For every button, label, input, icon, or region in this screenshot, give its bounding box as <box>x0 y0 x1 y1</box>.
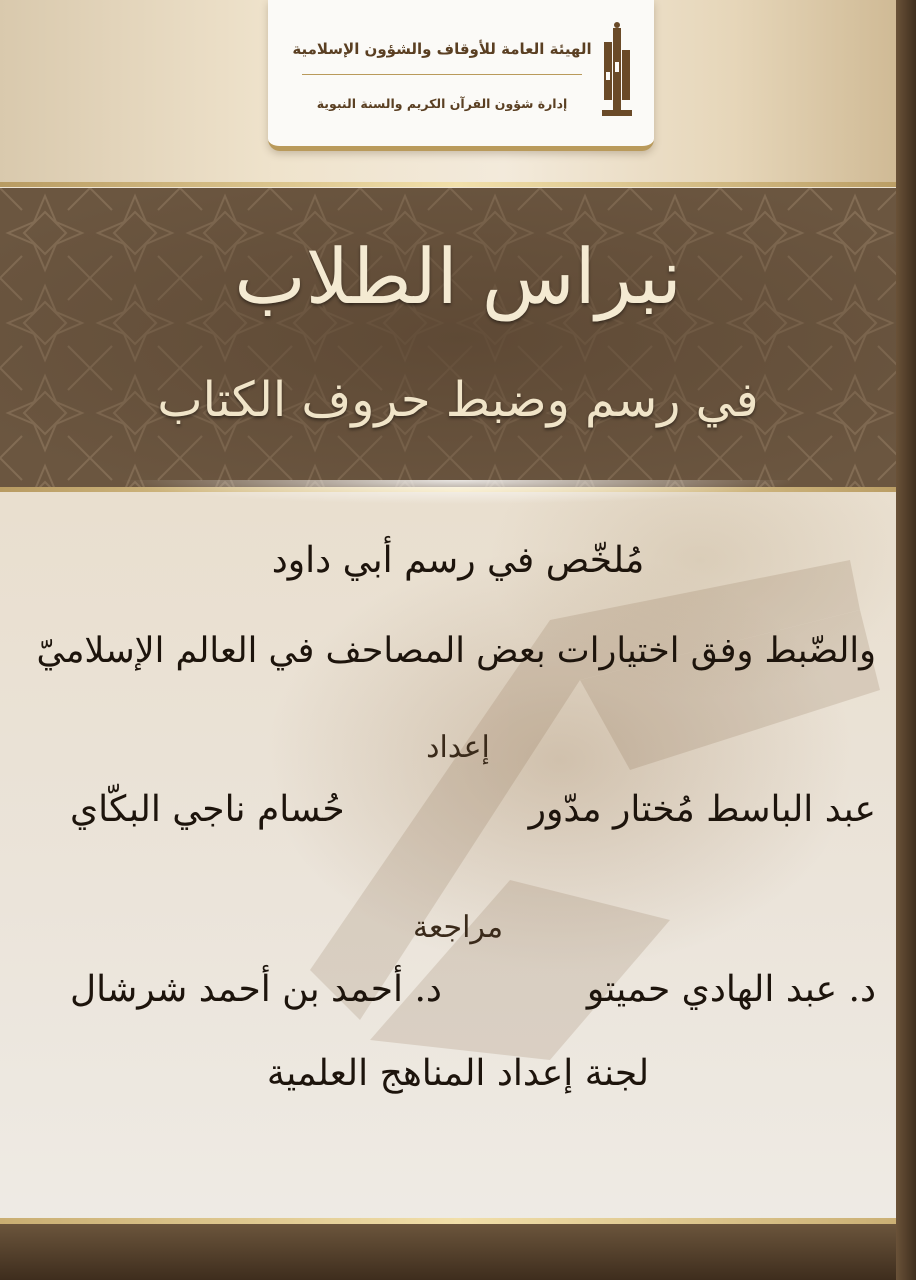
right-spine-strip <box>896 0 916 1280</box>
author-2: حُسام ناجي البكّاي <box>70 789 345 830</box>
department-name: إدارة شؤون القرآن الكريم والسنة النبوية <box>316 96 568 111</box>
committee-name: لجنة إعداد المناهج العلمية <box>266 1053 650 1094</box>
logo-card <box>268 0 654 151</box>
logo-divider <box>302 74 582 75</box>
authors <box>40 782 876 842</box>
reviewer-2: د. أحمد بن أحمد شرشال <box>70 969 442 1010</box>
book-title: نبراس الطلاب <box>234 232 682 321</box>
gold-divider-top <box>0 182 916 187</box>
reviewers <box>40 962 876 1022</box>
book-subtitle: في رسم وضبط حروف الكتاب <box>157 372 759 428</box>
title-band <box>0 188 916 488</box>
reviewed-by-label: مراجعة <box>412 910 504 945</box>
summary-line-2: والضّبط وفق اختيارات بعض المصاحف في العالم الإسلاميّ <box>36 631 876 671</box>
author-1: عبد الباسط مُختار مدّور <box>528 789 876 830</box>
calligraphic-emblem-icon <box>598 22 636 122</box>
prepared-by-label: إعداد <box>426 730 490 765</box>
organization-name: الهيئة العامة للأوقاف والشؤون الإسلامية <box>292 40 592 58</box>
bottom-strip <box>0 1224 916 1280</box>
summary-line-1: مُلخّص في رسم أبي داود <box>271 540 645 581</box>
reviewer-1: د. عبد الهادي حميتو <box>586 969 876 1010</box>
